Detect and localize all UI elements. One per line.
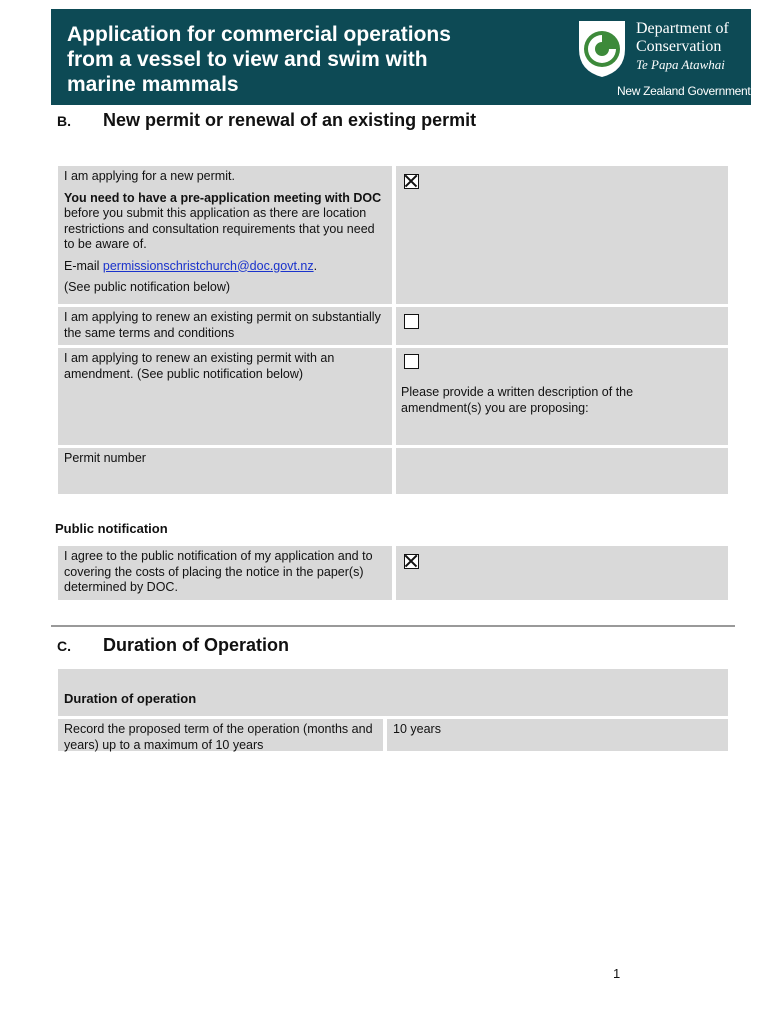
renew-amend-checkbox[interactable] xyxy=(404,354,419,369)
public-notification-label: I agree to the public notification of my application and to covering the costs of placing the notice in the paper(s) determined by DOC. xyxy=(64,549,373,594)
document-header xyxy=(51,9,751,105)
term-value: 10 years xyxy=(393,722,441,736)
section-divider xyxy=(51,625,735,627)
logo-line-1: Department of xyxy=(636,20,729,37)
doc-logo-text xyxy=(636,20,729,74)
section-c-letter: C. xyxy=(57,638,71,654)
term-label: Record the proposed term of the operation (months and years) up to a maximum of 10 years xyxy=(64,722,373,752)
email-line xyxy=(64,259,386,275)
logo-line-2: Conservation xyxy=(636,38,722,55)
public-notification-checkbox[interactable] xyxy=(404,554,419,569)
pre-application-rest: before you submit this application as there are location restrictions and consultation requirements that you need to be aware of. xyxy=(64,206,375,251)
document-title: Application for commercial operations from a vessel to view and swim with marine mammals xyxy=(67,23,451,96)
new-permit-line: I am applying for a new permit. xyxy=(64,169,235,183)
renew-same-check-cell xyxy=(396,307,728,345)
duration-subheading-cell xyxy=(58,669,728,716)
term-value-field[interactable] xyxy=(387,719,728,751)
section-b-letter: B. xyxy=(57,113,71,129)
new-permit-check-cell xyxy=(396,166,728,304)
new-permit-checkbox[interactable] xyxy=(404,174,419,189)
renew-amend-label: I am applying to renew an existing permit with an amendment. (See public notification below) xyxy=(64,351,335,381)
permit-number-label-cell xyxy=(58,448,392,494)
doc-shield-logo-icon xyxy=(577,19,627,79)
section-c-title: Duration of Operation xyxy=(103,635,289,655)
email-suffix: . xyxy=(313,258,318,273)
renew-same-checkbox[interactable] xyxy=(404,314,419,329)
pre-application-bold: You need to have a pre-application meeting with DOC xyxy=(64,190,382,205)
nz-government-label: New Zealand Government xyxy=(617,84,751,98)
public-notification-label-cell xyxy=(58,546,392,600)
email-link[interactable]: permissionschristchurch@doc.govt.nz xyxy=(102,258,314,273)
duration-subheading: Duration of operation xyxy=(64,691,197,706)
logo-line-3: Te Papa Atawhai xyxy=(636,57,725,72)
pre-application-note xyxy=(64,191,386,253)
section-b-title: New permit or renewal of an existing permit xyxy=(103,110,477,130)
amendment-description-prompt: Please provide a written description of the amendment(s) you are proposing: xyxy=(401,385,634,415)
renew-amend-label-cell xyxy=(58,348,392,445)
renew-same-label: I am applying to renew an existing permit on substantially the same terms and conditions xyxy=(64,310,381,340)
renew-amend-check-cell xyxy=(396,348,728,445)
page-number: 1 xyxy=(613,966,621,981)
public-notification-check-cell xyxy=(396,546,728,600)
public-notification-note: (See public notification below) xyxy=(64,280,231,294)
permit-number-field[interactable] xyxy=(396,448,728,494)
permit-number-label: Permit number xyxy=(64,451,146,465)
renew-same-label-cell xyxy=(58,307,392,345)
public-notification-heading: Public notification xyxy=(55,521,168,536)
email-prefix: E-mail xyxy=(64,258,103,273)
new-permit-label-cell xyxy=(58,166,392,304)
term-label-cell xyxy=(58,719,383,751)
